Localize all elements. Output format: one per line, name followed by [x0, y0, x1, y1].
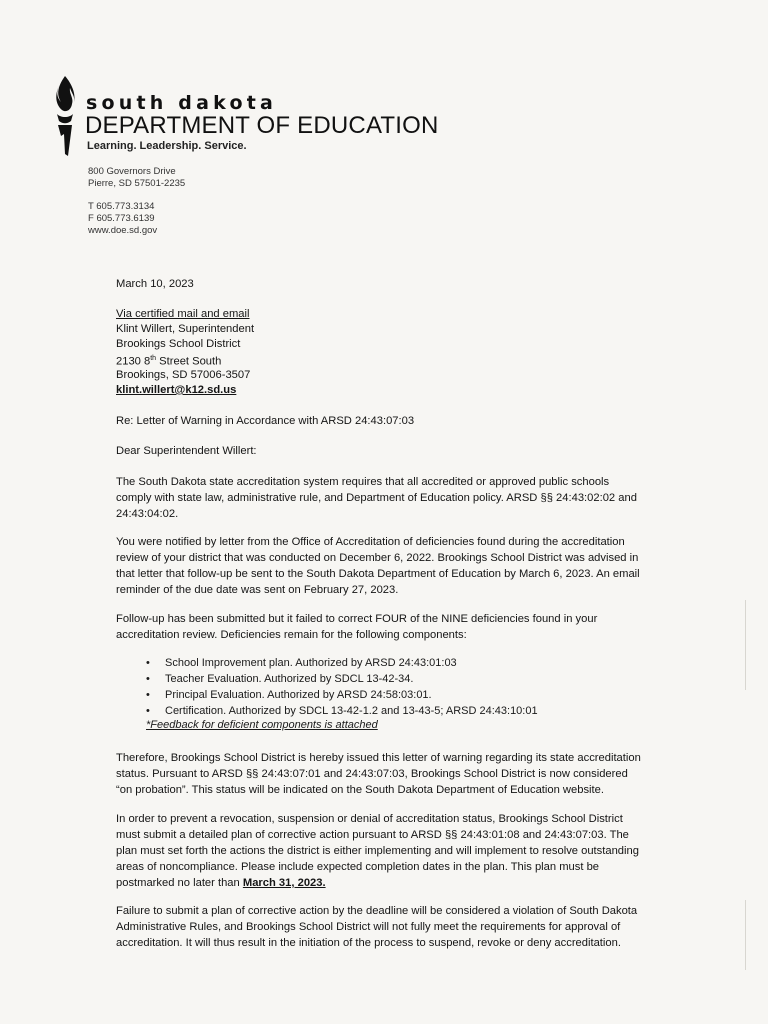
brand-tagline: Learning. Leadership. Service. — [87, 140, 247, 152]
brand-state-name: south dakota — [86, 92, 278, 114]
paragraph-notification: You were notified by letter from the Office of Accreditation of deficiencies found during the accreditation review of your district that was conducted on December 6, 2022. Brookings School District was advised in that letter that follow-up be sent to the South Dakota Department of Education by March 6, 2023. An email reminder of the due date was sent on February 27, 2023. — [116, 536, 640, 596]
bullet-icon: • — [146, 657, 150, 669]
recipient-district: Brookings School District — [116, 338, 241, 350]
salutation: Dear Superintendent Willert: — [116, 445, 257, 457]
list-item — [146, 671, 538, 687]
deficiency-text: Principal Evaluation. Authorized by ARSD 24:58:03:01. — [165, 689, 432, 701]
corrective-plan-text: In order to prevent a revocation, suspension or denial of accreditation status, Brookings School District must submit a detailed plan of corrective action pursuant to ARSD §§ 24:43:01:08 and 24:43:07:03. The plan must set forth the actions the district is either implementing and will implement to resolve outstanding areas of noncompliance. Please include expected completion dates in the plan. This plan must be postmarked no later than — [116, 813, 639, 889]
deficiency-list — [146, 655, 538, 719]
scan-edge-mark — [745, 600, 746, 690]
list-item — [146, 655, 538, 671]
bullet-icon: • — [146, 689, 150, 701]
paragraph-probation: Therefore, Brookings School District is hereby issued this letter of warning regarding its state accreditation status. Pursuant to ARSD §§ 24:43:07:01 and 24:43:07:03, Brookings School District is now considered “on probation”. This status will be indicated on the South Dakota Department of Education website. — [116, 752, 641, 796]
deficiency-text: School Improvement plan. Authorized by ARSD 24:43:01:03 — [165, 657, 457, 669]
deficiency-text: Certification. Authorized by SDCL 13-42-1.2 and 13-43-5; ARSD 24:43:10:01 — [165, 705, 538, 717]
paragraph-consequences: Failure to submit a plan of corrective action by the deadline will be considered a violation of South Dakota Administrative Rules, and Brookings School District will not fully meet the requirements for approval of accreditation. It will thus result in the initiation of the process to suspend, revoke or deny accreditation. — [116, 905, 638, 949]
address-line1: 800 Governors Drive — [88, 166, 176, 177]
list-item — [146, 703, 538, 719]
street-number: 2130 8 — [116, 355, 151, 368]
delivery-method: Via certified mail and email — [116, 308, 250, 320]
website: www.doe.sd.gov — [88, 225, 158, 236]
phone-number: T 605.773.3134 — [88, 201, 155, 212]
paragraph-corrective-plan — [116, 811, 646, 891]
fax-number: F 605.773.6139 — [88, 213, 155, 224]
deficiency-text: Teacher Evaluation. Authorized by SDCL 13-42-34. — [165, 673, 414, 685]
street-name: Street South — [156, 355, 222, 368]
scan-edge-mark — [745, 900, 746, 970]
deadline-date: March 31, 2023. — [242, 877, 326, 889]
recipient-email[interactable]: klint.willert@k12.sd.us — [116, 384, 237, 396]
subject-line: Re: Letter of Warning in Accordance with ARSD 24:43:07:03 — [116, 415, 415, 427]
address-line2: Pierre, SD 57501-2235 — [88, 178, 186, 189]
paragraph-requirements: The South Dakota state accreditation system requires that all accredited or approved public schools comply with state law, administrative rule, and Department of Education policy. ARSD §§ 24:43:02:02 and 24:43:04:02. — [116, 476, 637, 520]
recipient-name: Klint Willert, Superintendent — [116, 323, 255, 335]
recipient-city: Brookings, SD 57006-3507 — [116, 369, 251, 381]
letter-date: March 10, 2023 — [116, 278, 194, 290]
list-item — [146, 687, 538, 703]
bullet-icon: • — [146, 673, 150, 685]
brand-department-name: DEPARTMENT OF EDUCATION — [85, 112, 439, 139]
street-suffix: th — [150, 355, 157, 362]
bullet-icon: • — [146, 705, 150, 717]
paragraph-followup: Follow-up has been submitted but it failed to correct FOUR of the NINE deficiencies found in your accreditation review. Deficiencies remain for the following components: — [116, 613, 598, 641]
feedback-note: *Feedback for deficient components is attached — [146, 719, 378, 731]
flame-torch-icon — [52, 74, 78, 158]
